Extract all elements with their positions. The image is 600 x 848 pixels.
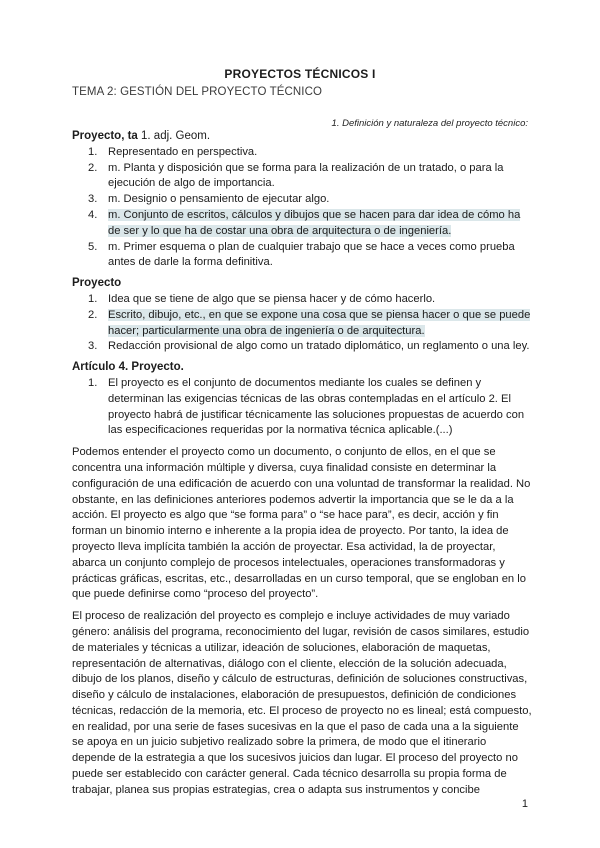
document-subtitle: TEMA 2: GESTIÓN DEL PROYECTO TÉCNICO bbox=[72, 86, 323, 98]
definition-text: m. Planta y disposición que se forma para la realización de un tratado, o para la ejecución de algo de importancia. bbox=[108, 161, 504, 190]
definition-number: 4. bbox=[88, 208, 98, 221]
spacer bbox=[72, 439, 532, 442]
term-name: Artículo 4. Proyecto. bbox=[72, 361, 184, 374]
definition-item bbox=[72, 376, 532, 439]
definition-block bbox=[72, 360, 532, 439]
definition-number: 3. bbox=[88, 193, 98, 206]
definition-list bbox=[72, 145, 532, 271]
document-title: PROYECTOS TÉCNICOS I bbox=[224, 67, 376, 81]
section-heading: 1. Definición y naturaleza del proyecto técnico: bbox=[331, 118, 528, 129]
term-heading bbox=[72, 129, 532, 145]
highlighted-definition-text: m. Conjunto de escritos, cálculos y dibujos que se hacen para dar idea de cómo ha de ser y lo que ha de costar una obra de arquitectura o de ingeniería. bbox=[108, 208, 521, 237]
term-name: Proyecto bbox=[72, 277, 122, 290]
term-suffix: 1. adj. Geom. bbox=[137, 130, 211, 142]
definition-list bbox=[72, 292, 532, 355]
page-number: 1 bbox=[521, 798, 528, 810]
definition-number: 2. bbox=[88, 161, 98, 174]
definition-block bbox=[72, 129, 532, 271]
highlighted-definition-text: Escrito, dibujo, etc., en que se expone una cosa que se piensa hacer o que se puede hacer; particularmente una obra de ingeniería o de arquitectura. bbox=[108, 308, 531, 337]
definition-text: El proyecto es el conjunto de documentos mediante los cuales se definen y determinan las exigencias técnicas de las obras contempladas en el artículo 2. El proyecto habrá de justificar técnicamente las soluciones propuestas de acuerdo con las especificaciones requeridas por la normativa técnica aplicable.(...) bbox=[108, 376, 525, 437]
definition-text: Representado en perspectiva. bbox=[108, 145, 258, 158]
term-heading bbox=[72, 276, 532, 292]
body-paragraph: El proceso de realización del proyecto es complejo e incluye actividades de muy variado género: análisis del programa, reconocimiento del lugar, revisión de casos similares, estudio de materiales y técnicas a utilizar, ideación de soluciones, elaboración de maquetas, representación de alternativas, diálogo con el cliente, elección de la solución adecuada, dibujo de los planos, diseño y cálculo de estructuras, definición de soluciones constructivas, diseño y cálculo de instalaciones, elaboración de presupuestos, definición de condiciones técnicas, redacción de la memoria, etc. El proceso de proyecto no es lineal; está compuesto, en realidad, por una serie de fases sucesivas en la que el paso de cada una a la siguiente se apoya en un juicio subjetivo realizado sobre la primera, de modo que el itinerario depende de la estrategia a que los sucesivos juicios dan lugar. El proceso del proyecto no puede ser establecido con carácter general. Cada técnico desarrolla su propia forma de trabajar, planea sus propias estrategias, crea o adapta sus instrumentos y concibe bbox=[72, 610, 532, 796]
term-heading bbox=[72, 360, 532, 376]
definition-item bbox=[72, 308, 532, 340]
definition-item bbox=[72, 192, 532, 208]
definition-item bbox=[72, 240, 532, 272]
definition-number: 2. bbox=[88, 308, 98, 321]
body-paragraph: Podemos entender el proyecto como un documento, o conjunto de ellos, en el que se concentra una información múltiple y diversa, cuya finalidad consiste en determinar la configuración de una edificación de acuerdo con una voluntad de transformar la realidad. No obstante, en las definiciones anteriores podemos advertir la importancia que se le da a la acción. El proyecto es algo que “se forma para” o “se hace para”, es decir, acción y fin forman un binomio interno e inherente a la propia idea de proyecto. Por tanto, la idea de proyecto lleva implícita también la acción de proyectar. Esa actividad, la de proyectar, abarca un conjunto complejo de procesos intelectuales, operaciones transformadoras y prácticas gráficas, escritas, etc., desarrolladas en un curso temporal, que se engloban en lo que puede definirse como “proceso del proyecto”. bbox=[72, 446, 531, 601]
definition-item bbox=[72, 208, 532, 240]
definition-text: m. Primer esquema o plan de cualquier trabajo que se hace a veces como prueba antes de darle la forma definitiva. bbox=[108, 240, 515, 269]
definition-number: 1. bbox=[88, 292, 98, 305]
term-name: Proyecto, ta bbox=[72, 130, 138, 142]
definition-block bbox=[72, 276, 532, 355]
definition-number: 1. bbox=[88, 145, 98, 158]
definition-number: 3. bbox=[88, 340, 98, 353]
definition-text: Idea que se tiene de algo que se piensa hacer y de cómo hacerlo. bbox=[108, 292, 436, 305]
definition-number: 1. bbox=[88, 376, 98, 389]
definition-item bbox=[72, 145, 532, 161]
definition-text: Redacción provisional de algo como un tratado diplomático, un reglamento o una ley. bbox=[108, 340, 530, 353]
definition-number: 5. bbox=[88, 240, 98, 253]
definition-list bbox=[72, 376, 532, 439]
definition-item bbox=[72, 292, 532, 308]
document-content bbox=[72, 129, 532, 799]
definition-text: m. Designio o pensamiento de ejecutar algo. bbox=[108, 193, 330, 206]
definition-item bbox=[72, 339, 532, 355]
definition-item bbox=[72, 161, 532, 193]
